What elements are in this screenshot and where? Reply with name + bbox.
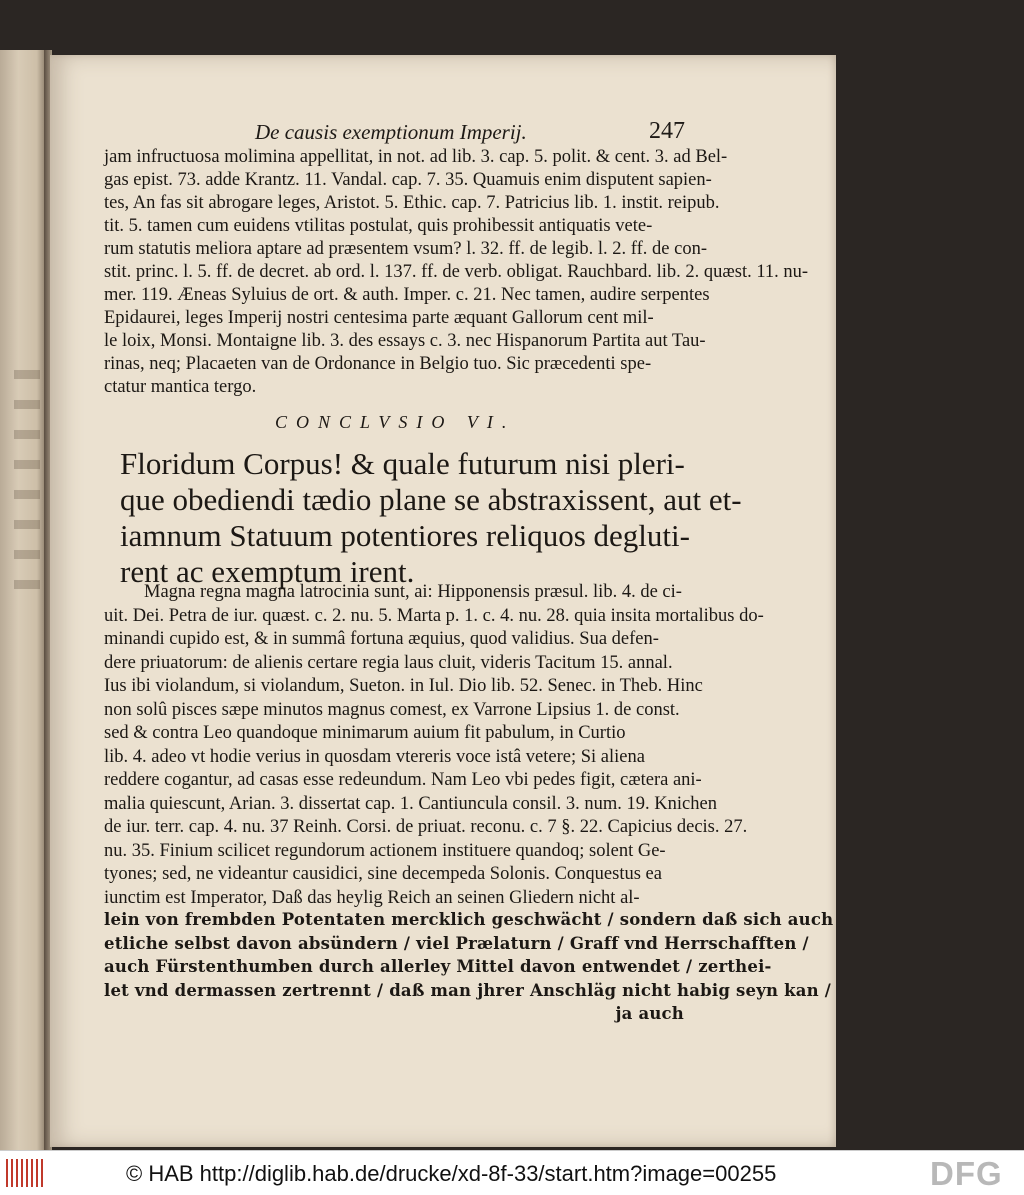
text-line: dere priuatorum: de alienis certare regia laus cluit, videris Tacitum 15. annal.: [104, 652, 673, 673]
paragraph-2: [104, 582, 834, 1030]
dfg-logo: DFG: [930, 1155, 1003, 1192]
text-line: iamnum Statuum potentiores reliquos degluti-: [120, 518, 690, 553]
text-line: lein von frembden Potentaten mercklich geschwächt / sondern daß sich auch: [104, 910, 834, 929]
text-line: Ius ibi violandum, si violandum, Sueton. in Iul. Dio lib. 52. Senec. in Theb. Hinc: [104, 676, 703, 696]
text-line: lib. 4. adeo vt hodie verius in quosdam vtereris voce istâ vetere; Si aliena: [104, 746, 645, 767]
text-line: iunctim est Imperator, Daß das heylig Reich an seinen Gliedern nicht al-: [104, 887, 640, 908]
text-line: gas epist. 73. adde Krantz. 11. Vandal. cap. 7. 35. Quamuis enim disputent sapien-: [104, 170, 712, 190]
text-line: tes, An fas sit abrogare leges, Aristot. 5. Ethic. cap. 7. Patricius lib. 1. instit. reipub.: [104, 193, 720, 213]
running-title: De causis exemptionum Imperij.: [255, 120, 527, 144]
text-line: nu. 35. Finium scilicet regundorum actionem instituere quandoq; solent Ge-: [104, 840, 666, 861]
text-line: let vnd dermassen zertrennt / daß man jhrer Anschläg nicht habig seyn kan /: [104, 980, 832, 1000]
text-line: minandi cupido est, & in summâ fortuna æquius, quod validius. Sua defen-: [104, 629, 659, 649]
text-line: non solû pisces sæpe minutos magnus comest, ex Varrone Lipsius 1. de const.: [104, 699, 680, 720]
text-line: jam infructuosa molimina appellitat, in not. ad lib. 3. cap. 5. polit. & cent. 3. ad Bel-: [104, 147, 728, 167]
text-line: sed & contra Leo quandoque minimarum auium fit pabulum, in Curtio: [104, 723, 626, 743]
text-line: etliche selbst davon absündern / viel Prælaturn / Graff vnd Herrschafften /: [104, 933, 809, 953]
footer-bar: [0, 1150, 1024, 1195]
text-line: malia quiescunt, Arian. 3. dissertat cap. 1. Cantiuncula consil. 3. num. 19. Knichen: [104, 793, 717, 814]
text-line: ctatur mantica tergo.: [104, 377, 257, 397]
facing-page-edge: [0, 50, 46, 1160]
text-line: Magna regna magna latrocinia sunt, ai: Hipponensis præsul. lib. 4. de ci-: [144, 582, 682, 602]
text-line: rinas, neq; Placaeten van de Ordonance in Belgio tuo. Sic præcedenti spe-: [104, 354, 652, 374]
text-line: mer. 119. Æneas Syluius de ort. & auth. Imper. c. 21. Nec tamen, audire serpentes: [104, 285, 710, 305]
text-line: rum statutis meliora aptare ad præsentem vsum? l. 32. ff. de legib. l. 2. ff. de con-: [104, 239, 707, 259]
text-line: reddere cogantur, ad casas esse redeundum. Nam Leo vbi pedes figit, cætera ani-: [104, 770, 702, 790]
hab-logo-icon: [6, 1159, 46, 1187]
text-line: Floridum Corpus! & quale futurum nisi pleri-: [120, 446, 685, 481]
text-line: rent ac exemptum irent.: [120, 554, 415, 589]
paragraph-1: [104, 147, 809, 401]
section-heading: CONCLVSIO VI.: [275, 412, 516, 432]
running-head: [255, 120, 685, 150]
catchword: ja auch: [615, 1004, 684, 1023]
text-line: que obediendi tædio plane se abstraxissent, aut et-: [120, 482, 742, 517]
text-line: tit. 5. tamen cum euidens vtilitas postulat, quis prohibessit antiquatis vete-: [104, 216, 653, 236]
text-line: Epidaurei, leges Imperij nostri centesima parte æquant Gallorum cent mil-: [104, 308, 654, 328]
text-line: tyones; sed, ne videantur causidici, sine decempeda Solonis. Conquestus ea: [104, 864, 662, 884]
text-line: le loix, Monsi. Montaigne lib. 3. des essays c. 3. nec Hispanorum Partita aut Tau-: [104, 331, 706, 351]
page-number: 247: [649, 118, 685, 144]
text-line: uit. Dei. Petra de iur. quæst. c. 2. nu. 5. Marta p. 1. c. 4. nu. 28. quia insita mortalibus do-: [104, 605, 764, 626]
text-line: auch Fürstenthumben durch allerley Mittel davon entwendet / zerthei-: [104, 957, 772, 976]
text-line: de iur. terr. cap. 4. nu. 37 Reinh. Corsi. de priuat. reconu. c. 7 §. 22. Capicius decis. 27.: [104, 817, 748, 837]
attribution-link[interactable]: © HAB http://diglib.hab.de/drucke/xd-8f-33/start.htm?image=00255: [126, 1161, 777, 1186]
text-line: stit. princ. l. 5. ff. de decret. ab ord. l. 137. ff. de verb. obligat. Rauchbard. lib. 2. quæst. 11. nu-: [104, 262, 809, 282]
